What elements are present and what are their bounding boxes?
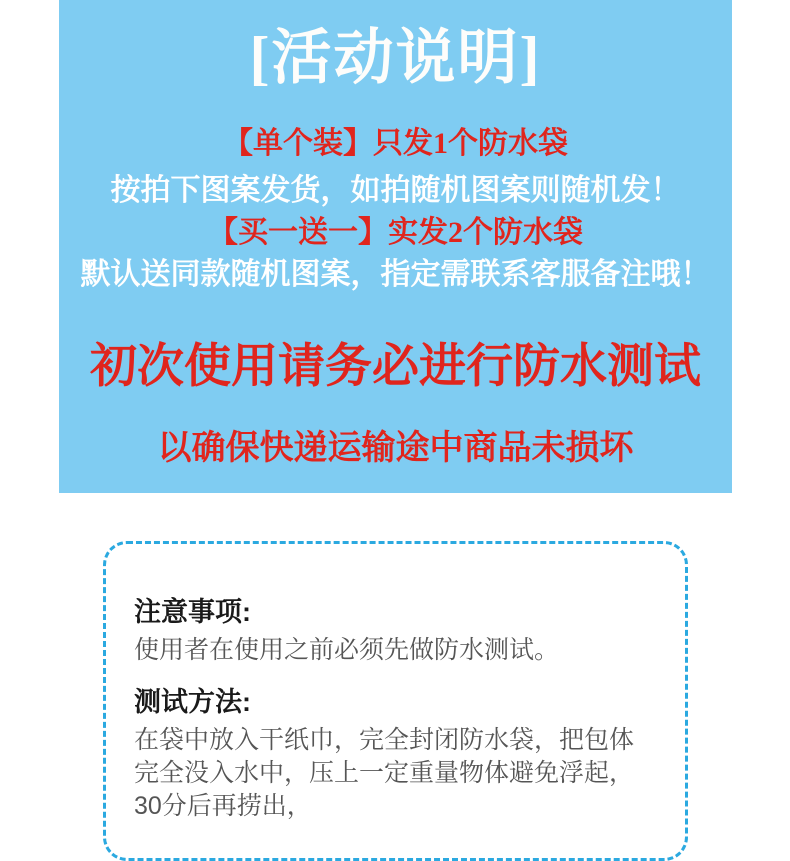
precautions-heading: 注意事项: bbox=[134, 597, 251, 627]
shipping-damage-warning: 以确保快递运输途中商品未损坏 bbox=[157, 430, 634, 467]
promo-line-single-pack: 【单个装】只发1个防水袋 bbox=[223, 127, 568, 160]
test-method-heading: 测试方法: bbox=[134, 687, 251, 717]
promo-panel bbox=[59, 0, 732, 493]
notice-section-test-method bbox=[134, 684, 657, 823]
promo-line-buy-one-get-one: 【买一送一】实发2个防水袋 bbox=[208, 216, 583, 249]
activity-title: [活动说明] bbox=[249, 25, 542, 91]
waterproof-test-warning: 初次使用请务必进行防水测试 bbox=[90, 341, 701, 393]
notice-section-precautions bbox=[134, 594, 657, 667]
promo-line-pattern-shipping: 按拍下图案发货，如拍随机图案则随机发！ bbox=[110, 174, 681, 207]
promo-line-random-pattern-note: 默认送同款随机图案，指定需联系客服备注哦！ bbox=[80, 258, 711, 291]
precautions-body: 使用者在使用之前必须先做防水测试。 bbox=[134, 636, 560, 664]
test-method-body: 在袋中放入干纸巾，完全封闭防水袋，把包体完全没入水中，压上一定重量物体避免浮起，30分后再捞出， bbox=[134, 726, 635, 820]
notice-box bbox=[103, 541, 688, 861]
